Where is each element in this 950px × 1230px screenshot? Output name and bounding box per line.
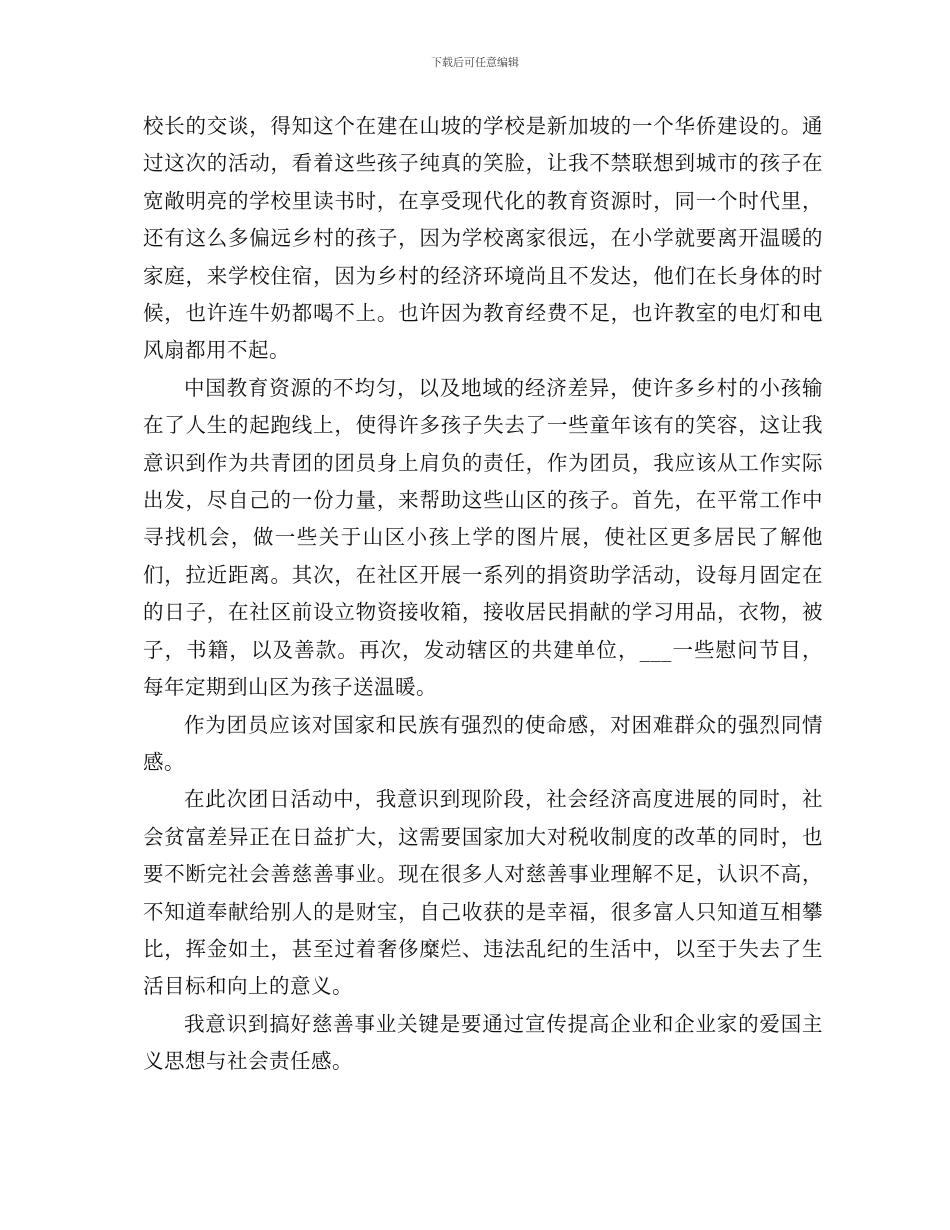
paragraph-1: 校长的交谈，得知这个在建在山坡的学校是新加坡的一个华侨建设的。通过这次的活动，看着这些孩子纯真的笑脸，让我不禁联想到城市的孩子在宽敞明亮的学校里读书时，在享受现代化的教育资源时，同一个时代里，还有这么多偏远乡村的孩子，因为学校离家很远，在小学就要离开温暖的家庭，来学校住宿，因为乡村的经济环境尚且不发达，他们在长身体的时候，也许连牛奶都喝不上。也许因为教育经费不足，也许教室的电灯和电风扇都用不起。	[143, 114, 823, 363]
paragraph-3: 作为团员应该对国家和民族有强烈的使命感，对困难群众的强烈同情感。	[143, 712, 823, 774]
document-body	[143, 108, 823, 1081]
paragraph-4: 在此次团日活动中，我意识到现阶段，社会经济高度进展的同时，社会贫富差异正在日益扩大，这需要国家加大对税收制度的改革的同时，也要不断完社会善慈善事业。现在很多人对慈善事业理解不足，认识不高，不知道奉献给别人的是财宝，自己收获的是幸福，很多富人只知道互相攀比，挥金如土，甚至过着奢侈糜烂、违法乱纪的生活中，以至于失去了生活目标和向上的意义。	[143, 787, 823, 999]
paragraph-2: 中国教育资源的不均匀，以及地域的经济差异，使许多乡村的小孩输在了人生的起跑线上，使得许多孩子失去了一些童年该有的笑容，这让我意识到作为共青团的团员身上肩负的责任，作为团员，我应该从工作实际出发，尽自己的一份力量，来帮助这些山区的孩子。首先，在平常工作中寻找机会，做一些关于山区小孩上学的图片展，使社区更多居民了解他们，拉近距离。其次，在社区开展一系列的捐资助学活动，设每月固定在的日子，在社区前设立物资接收箱，接收居民捐献的学习用品，衣物，被子，书籍，以及善款。再次，发动辖区的共建单位，___一些慰问节目，每年定期到山区为孩子送温暖。	[143, 375, 823, 700]
page-header-note: 下载后可任意编辑	[431, 56, 519, 69]
paragraph-5: 我意识到搞好慈善事业关键是要通过宣传提高企业和企业家的爱国主义思想与社会责任感。	[143, 1011, 823, 1074]
